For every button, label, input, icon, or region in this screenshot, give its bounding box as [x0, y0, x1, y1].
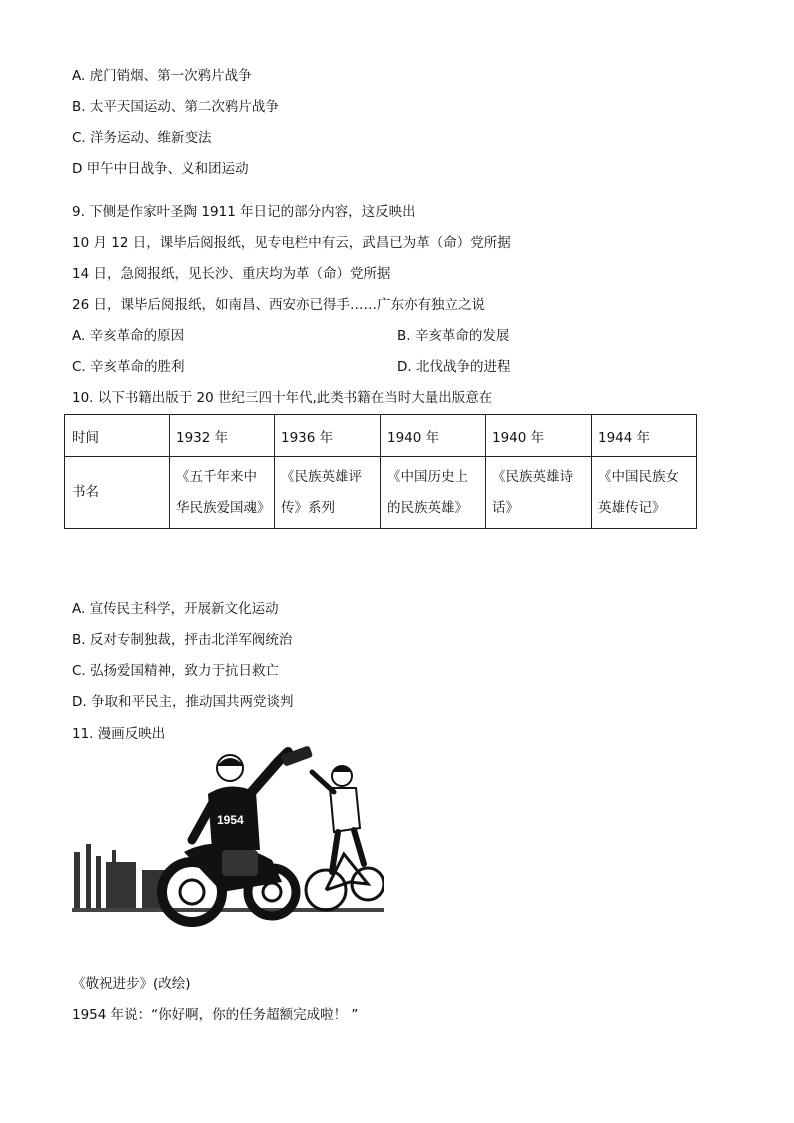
table-row-years [65, 415, 697, 457]
q9-option-b: B. 辛亥革命的发展 [397, 328, 510, 344]
q9-diary-line-3: 26 日，课毕后阅报纸，如南昌、西安亦已得手……广东亦有独立之说 [72, 297, 485, 313]
q10-option-d: D. 争取和平民主，推动国共两党谈判 [72, 694, 294, 710]
book-cell [381, 457, 486, 529]
book-title-line: 《民族英雄诗 [492, 468, 573, 485]
book-title-line: 《中国历史上 [387, 468, 468, 485]
year-cell: 1940 年 [381, 415, 486, 457]
row-label-time: 时间 [65, 415, 170, 457]
factory-skyline [74, 844, 166, 910]
book-title-line: 英雄传记》 [598, 499, 666, 516]
year-cell: 1932 年 [170, 415, 275, 457]
year-cell: 1944 年 [592, 415, 697, 457]
book-title-line: 《五千年来中 [176, 468, 257, 485]
rider-badge: 1954 [217, 813, 244, 827]
table-row-books [65, 457, 697, 529]
q8-option-c: C. 洋务运动、维新变法 [72, 130, 212, 146]
row-label-book-title: 书名 [65, 457, 170, 529]
q9-option-c: C. 辛亥革命的胜利 [72, 359, 185, 375]
book-cell [275, 457, 381, 529]
q10-option-b: B. 反对专制独裁，抨击北洋军阀统治 [72, 632, 293, 648]
q9-option-d: D. 北伐战争的进程 [397, 359, 511, 375]
q10-book-table [64, 414, 697, 529]
q11-cartoon-quote: 1954 年说：“你好啊，你的任务超额完成啦！ ” [72, 1007, 359, 1023]
year-cell: 1936 年 [275, 415, 381, 457]
book-cell [486, 457, 592, 529]
book-cell [170, 457, 275, 529]
q8-option-d: D 甲午中日战争、义和团运动 [72, 161, 249, 177]
q8-option-b: B. 太平天国运动、第二次鸦片战争 [72, 99, 279, 115]
q10-option-a: A. 宣传民主科学，开展新文化运动 [72, 601, 279, 617]
q11-cartoon-caption: 《敬祝进步》(改绘) [72, 976, 191, 992]
q9-option-a: A. 辛亥革命的原因 [72, 328, 185, 344]
bicycle [306, 854, 384, 910]
q10-stem: 10. 以下书籍出版于 20 世纪三四十年代,此类书籍在当时大量出版意在 [72, 390, 493, 406]
book-cell [592, 457, 697, 529]
motorcycle-rider [192, 752, 288, 850]
bicycle-rider [312, 766, 364, 872]
book-title-line: 话》 [492, 499, 519, 516]
book-title-line: 华民族爱国魂》 [176, 499, 271, 516]
book-title-line: 传》系列 [281, 499, 335, 516]
q11-stem: 11. 漫画反映出 [72, 726, 166, 742]
year-cell: 1940 年 [486, 415, 592, 457]
book-title-line: 《民族英雄评 [281, 468, 362, 485]
book-title-line: 《中国民族女 [598, 468, 679, 485]
q9-diary-line-1: 10 月 12 日，课毕后阅报纸，见专电栏中有云，武昌已为革（命）党所据 [72, 235, 511, 251]
q10-option-c: C. 弘扬爱国精神，致力于抗日救亡 [72, 663, 280, 679]
q9-stem: 9. 下侧是作家叶圣陶 1911 年日记的部分内容，这反映出 [72, 204, 416, 220]
cartoon-illustration [72, 732, 384, 938]
q9-diary-line-2: 14 日，急阅报纸，见长沙、重庆均为革（命）党所据 [72, 266, 391, 282]
q8-option-a: A. 虎门销烟、第一次鸦片战争 [72, 68, 252, 84]
book-title-line: 的民族英雄》 [387, 499, 468, 516]
